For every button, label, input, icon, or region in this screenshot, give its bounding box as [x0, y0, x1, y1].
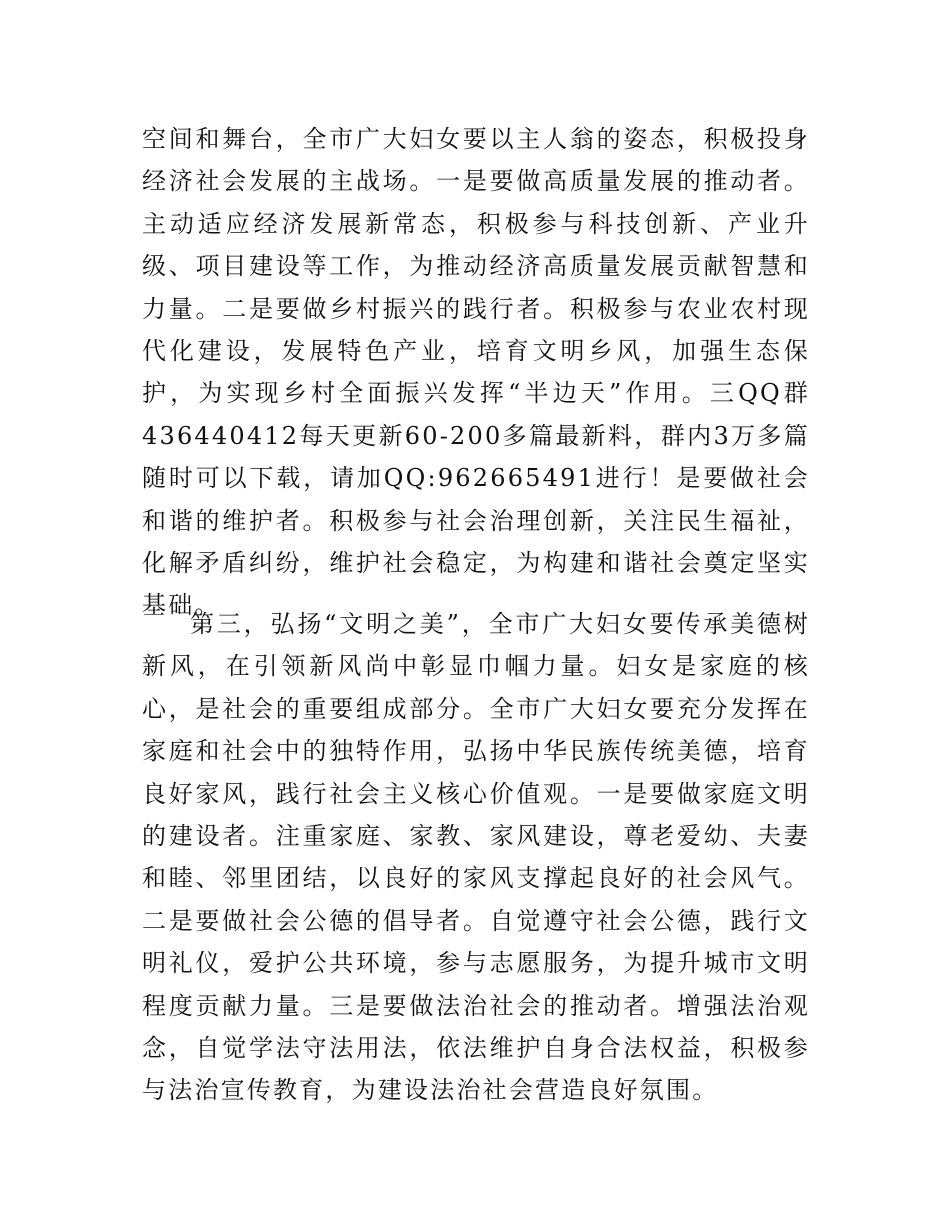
paragraph-1: 空间和舞台，全市广大妇女要以主人翁的姿态，积极投身经济社会发展的主战场。一是要做高质量发展的推动者。主动适应经济发展新常态，积极参与科技创新、产业升级、项目建设等工作，为推动经济高质量发展贡献智慧和力量。二是要做乡村振兴的践行者。积极参与农业农村现代化建设，发展特色产业，培育文明乡风，加强生态保护，为实现乡村全面振兴发挥“半边天”作用。三QQ群436440412每天更新60-200多篇最新料，群内3万多篇随时可以下载，请加QQ:962665491进行！是要做社会和谐的维护者。积极参与社会治理创新，关注民生福祉，化解矛盾纠纷，维护社会稳定，为构建和谐社会奠定坚实基础。 — [142, 125, 810, 620]
body-text-block-2 — [142, 603, 810, 1112]
paragraph-2: 第三，弘扬“文明之美”，全市广大妇女要传承美德树新风，在引领新风尚中彰显巾帼力量。妇女是家庭的核心，是社会的重要组成部分。全市广大妇女要充分发挥在家庭和社会中的独特作用，弘扬中华民族传统美德，培育良好家风，践行社会主义核心价值观。一是要做家庭文明的建设者。注重家庭、家教、家风建设，尊老爱幼、夫妻和睦、邻里团结，以良好的家风支撑起良好的社会风气。二是要做社会公德的倡导者。自觉遵守社会公德，践行文明礼仪，爱护公共环境，参与志愿服务，为提升城市文明程度贡献力量。三是要做法治社会的推动者。增强法治观念，自觉学法守法用法，依法维护自身合法权益，积极参与法治宣传教育，为建设法治社会营造良好氛围。 — [142, 610, 810, 1105]
body-text-block-1 — [142, 118, 810, 627]
